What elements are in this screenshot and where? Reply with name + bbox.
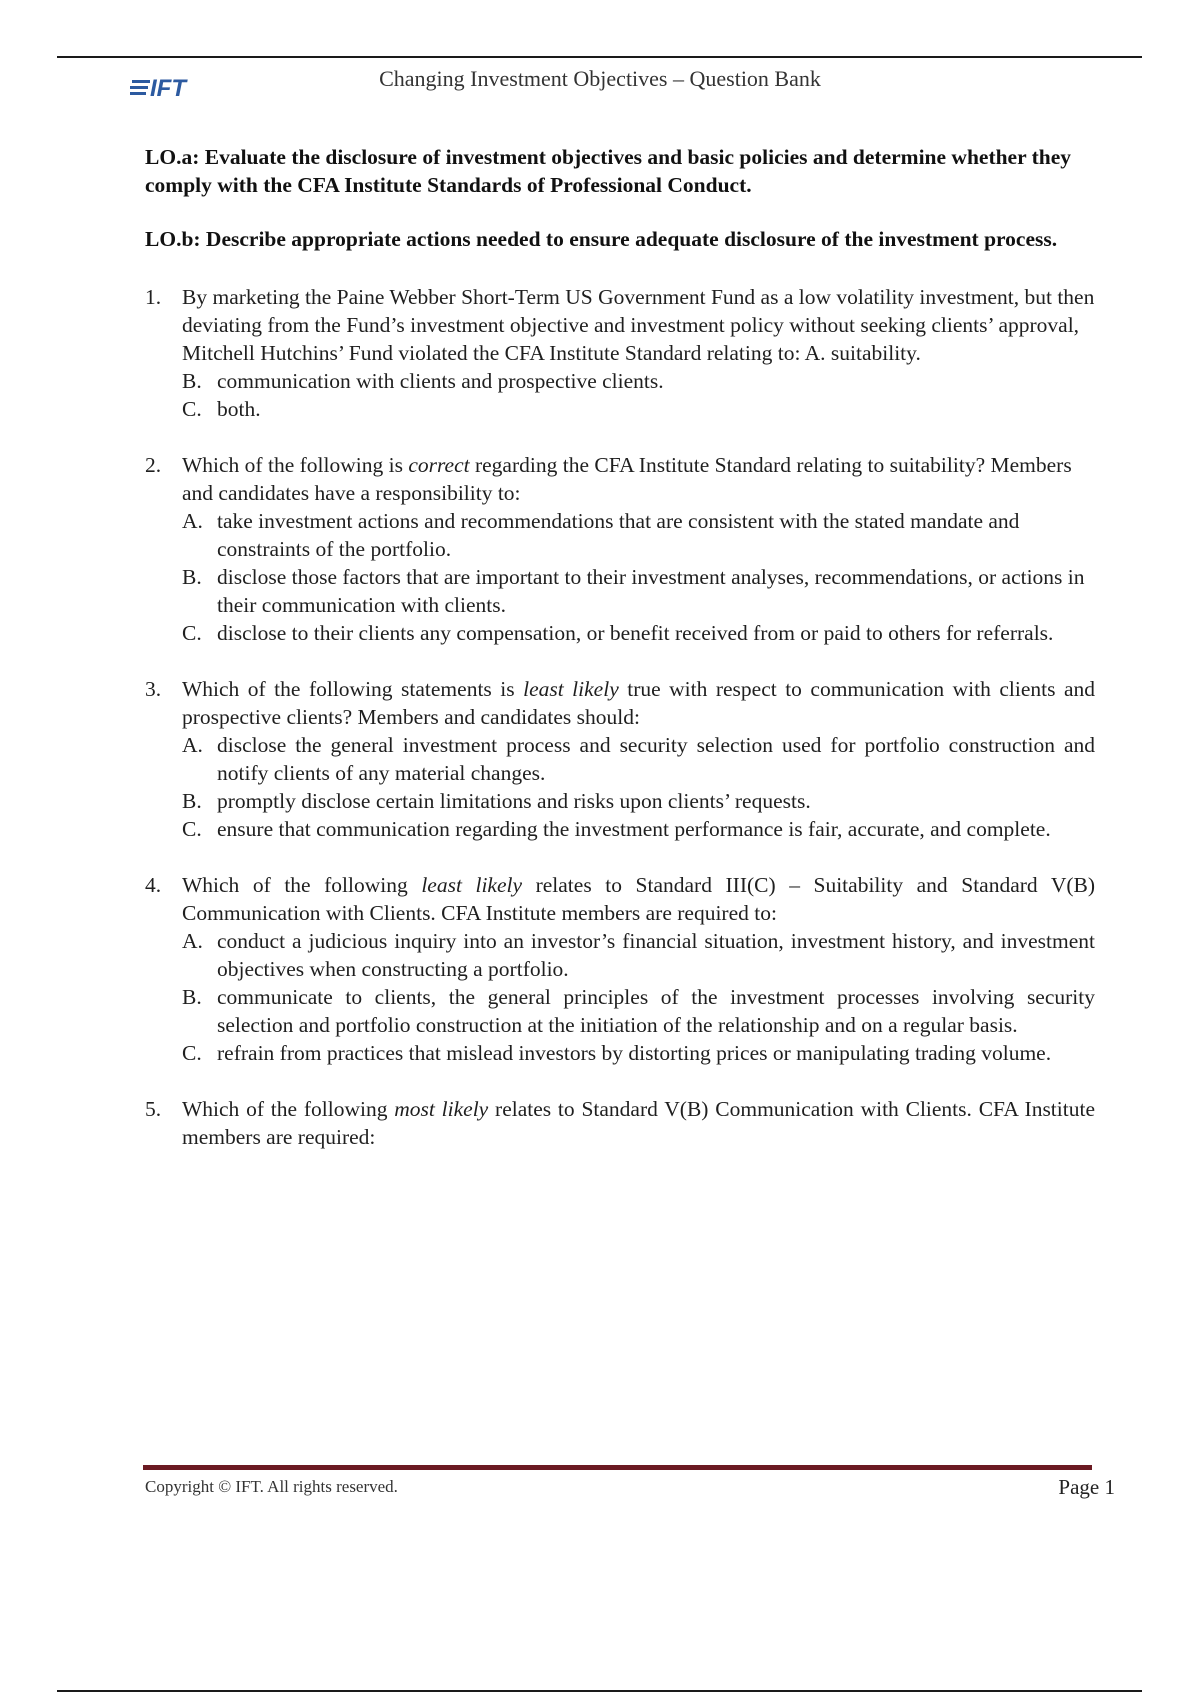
- option-letter: C.: [182, 621, 202, 645]
- emphasis-text: most likely: [394, 1097, 489, 1121]
- option-text: ensure that communication regarding the investment performance is fair, accurate, and complete.: [217, 817, 1051, 841]
- question-text: Which of the following statements is least likely true with respect to communication with clients and prospective clients? Members and candidates should:: [182, 677, 1095, 729]
- question-text: Which of the following is correct regarding the CFA Institute Standard relating to suitability? Members and candidates have a responsibility to:: [182, 453, 1072, 505]
- emphasis-text: correct: [408, 453, 470, 477]
- option-c: [182, 395, 1095, 423]
- question-1: [145, 283, 1095, 423]
- learning-objective-a: LO.a: Evaluate the disclosure of investment objectives and basic policies and determine whether they comply with the CFA Institute Standards of Professional Conduct.: [145, 145, 1072, 197]
- option-text: disclose the general investment process and security selection used for portfolio construction and notify clients of any material changes.: [217, 733, 1095, 785]
- question-3: [145, 675, 1095, 843]
- option-letter: B.: [182, 985, 202, 1009]
- question-4: [145, 871, 1095, 1067]
- option-letter: A.: [182, 509, 203, 533]
- question-5: [145, 1095, 1095, 1151]
- question-2: [145, 451, 1095, 647]
- option-letter: A.: [182, 733, 203, 757]
- top-rule: [57, 56, 1142, 58]
- emphasis-text: least likely: [523, 677, 619, 701]
- option-c: [182, 619, 1095, 647]
- option-letter: B.: [182, 369, 202, 393]
- option-a: [182, 507, 1095, 563]
- question-number: 1.: [145, 285, 162, 309]
- question-text: By marketing the Paine Webber Short-Term US Government Fund as a low volatility investment, but then deviating from the Fund’s investment objective and investment policy without seeking clients’ approval, Mitchell Hutchins’ Fund violated the CFA Institute Standard relating to: A. suitability.: [182, 285, 1095, 365]
- option-b: [182, 983, 1095, 1039]
- option-text: take investment actions and recommendations that are consistent with the stated mandate and constraints of the portfolio.: [217, 509, 1020, 561]
- page-header-title: Changing Investment Objectives – Question Bank: [379, 66, 821, 91]
- option-letter: B.: [182, 565, 202, 589]
- footer-divider: [143, 1465, 1092, 1470]
- option-a: [182, 927, 1095, 983]
- option-letter: A.: [182, 929, 203, 953]
- option-c: [182, 815, 1095, 843]
- option-letter: C.: [182, 1041, 202, 1065]
- option-a: [182, 731, 1095, 787]
- bottom-rule: [57, 1690, 1142, 1692]
- option-b: [182, 367, 1095, 395]
- option-text: disclose those factors that are important to their investment analyses, recommendations, or actions in their communication with clients.: [217, 565, 1085, 617]
- learning-objective-b: LO.b: Describe appropriate actions needed to ensure adequate disclosure of the investment process.: [145, 227, 1058, 251]
- question-number: 2.: [145, 453, 162, 477]
- option-text: communicate to clients, the general principles of the investment processes involving security selection and portfolio construction at the initiation of the relationship and on a regular basis.: [217, 985, 1095, 1037]
- question-number: 3.: [145, 677, 162, 701]
- copyright-notice: Copyright © IFT. All rights reserved.: [145, 1477, 398, 1496]
- option-text: both.: [217, 397, 261, 421]
- option-letter: C.: [182, 817, 202, 841]
- page-number: Page 1: [1058, 1475, 1115, 1499]
- emphasis-text: least likely: [421, 873, 523, 897]
- option-b: [182, 563, 1095, 619]
- question-text: Which of the following least likely relates to Standard III(C) – Suitability and Standard V(B) Communication with Clients. CFA Institute members are required to:: [182, 873, 1096, 925]
- option-text: refrain from practices that mislead investors by distorting prices or manipulating trading volume.: [217, 1041, 1052, 1065]
- option-text: disclose to their clients any compensation, or benefit received from or paid to others for referrals.: [217, 621, 1054, 645]
- question-number: 4.: [145, 873, 162, 897]
- option-text: conduct a judicious inquiry into an investor’s financial situation, investment history, and investment objectives when constructing a portfolio.: [217, 929, 1095, 981]
- option-letter: B.: [182, 789, 202, 813]
- logo-text: IFT: [150, 75, 186, 100]
- question-bank-content: [145, 143, 1095, 1179]
- option-text: communication with clients and prospective clients.: [217, 369, 664, 393]
- question-number: 5.: [145, 1097, 162, 1121]
- option-letter: C.: [182, 397, 202, 421]
- question-text: Which of the following most likely relates to Standard V(B) Communication with Clients. CFA Institute members are required:: [182, 1097, 1095, 1149]
- option-c: [182, 1039, 1095, 1067]
- option-text: promptly disclose certain limitations and risks upon clients’ requests.: [217, 789, 811, 813]
- option-b: [182, 787, 1095, 815]
